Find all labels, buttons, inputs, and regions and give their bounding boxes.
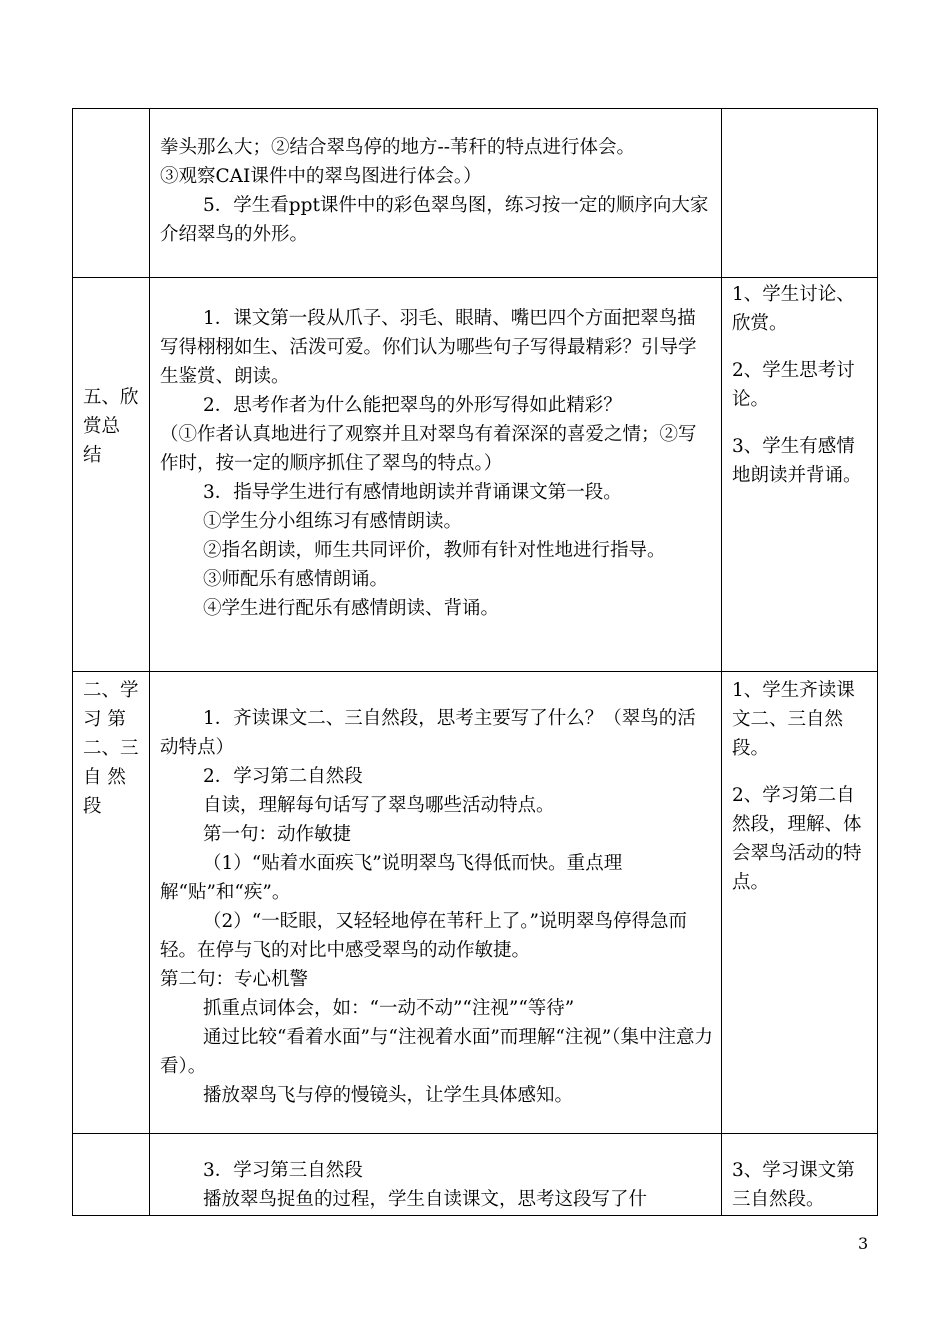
stage-cell	[73, 672, 150, 1134]
content-line: 1．齐读课文二、三自然段，思考主要写了什么？（翠鸟的活动特点）	[160, 708, 696, 758]
activity-item: 2、学生思考讨论。	[732, 360, 855, 410]
table-row	[73, 278, 878, 672]
activity-cell	[722, 278, 878, 672]
content-line: （2）“一眨眼，又轻轻地停在苇秆上了。”说明翠鸟停得急而轻。在停与飞的对比中感受翠鸟的动作敏捷。	[160, 911, 687, 961]
activity-item: 1、学生齐读课文二、三自然段。	[732, 680, 855, 759]
content-line: （①作者认真地进行了观察并且对翠鸟有着深深的喜爱之情；②写作时，按一定的顺序抓住了翠鸟的特点。）	[160, 424, 697, 474]
content-line: （1）“贴着水面疾飞”说明翠鸟飞得低而快。重点理解“贴”和“疾”。	[160, 853, 623, 903]
table-row	[73, 672, 878, 1134]
table-row	[73, 1134, 878, 1216]
content-line: 1．课文第一段从爪子、羽毛、眼睛、嘴巴四个方面把翠鸟描写得栩栩如生、活泼可爱。你们认为哪些句子写得最精彩？引导学生鉴赏、朗读。	[160, 308, 697, 387]
stage-cell	[73, 278, 150, 672]
content-line: ①学生分小组练习有感情朗读。	[203, 511, 463, 532]
content-line: ③观察CAI课件中的翠鸟图进行体会。）	[160, 166, 482, 187]
page-number: 3	[858, 1234, 869, 1253]
content-line: 第一句：动作敏捷	[203, 824, 352, 845]
content-line: 自读，理解每句话写了翠鸟哪些活动特点。	[203, 795, 555, 816]
stage-label: 二、学	[83, 680, 139, 701]
content-cell	[150, 1134, 722, 1216]
content-line: 3．学习第三自然段	[203, 1160, 363, 1181]
content-cell	[150, 278, 722, 672]
content-line: 5．学生看ppt课件中的彩色翠鸟图，练习按一定的顺序向大家介绍翠鸟的外形。	[160, 195, 709, 245]
stage-label: 段	[83, 796, 102, 817]
content-line: ③师配乐有感情朗诵。	[203, 569, 389, 590]
content-line: 3．指导学生进行有感情地朗读并背诵课文第一段。	[203, 482, 622, 503]
content-line: ②指名朗读，师生共同评价，教师有针对性地进行指导。	[203, 540, 666, 561]
stage-label: 赏总	[83, 416, 121, 437]
content-line: 2．思考作者为什么能把翠鸟的外形写得如此精彩？	[203, 395, 622, 416]
activity-cell	[722, 1134, 878, 1216]
activity-item: 3、学生有感情地朗读并背诵。	[732, 436, 862, 486]
content-line: 抓重点词体会，如：“一动不动”“注视”“等待”	[203, 998, 575, 1019]
content-cell	[150, 109, 722, 278]
stage-label: 二、三	[83, 738, 139, 759]
stage-label: 习 第	[83, 709, 126, 730]
lesson-plan-table	[72, 108, 878, 1216]
activity-cell	[722, 109, 878, 278]
content-line: 通过比较“看着水面”与“注视着水面”而理解“注视”（集中注意力看）。	[160, 1027, 713, 1077]
stage-label: 结	[83, 445, 102, 466]
activity-item: 3、学习课文第三自然段。	[732, 1160, 855, 1210]
activity-item: 2、学习第二自然段，理解、体会翠鸟活动的特点。	[732, 785, 862, 893]
content-line: 第二句：专心机警	[160, 969, 309, 990]
activity-cell	[722, 672, 878, 1134]
content-line: 拳头那么大；②结合翠鸟停的地方--苇秆的特点进行体会。	[160, 137, 636, 158]
content-line: ④学生进行配乐有感情朗读、背诵。	[203, 598, 500, 619]
table-row	[73, 109, 878, 278]
stage-cell	[73, 1134, 150, 1216]
stage-label: 五、欣	[83, 387, 139, 408]
content-line: 2．学习第二自然段	[203, 766, 363, 787]
stage-cell	[73, 109, 150, 278]
content-line: 播放翠鸟飞与停的慢镜头，让学生具体感知。	[203, 1085, 574, 1106]
activity-item: 1、学生讨论、欣赏。	[732, 284, 855, 334]
content-line: 播放翠鸟捉鱼的过程，学生自读课文，思考这段写了什	[203, 1189, 648, 1210]
stage-label: 自 然	[83, 767, 126, 788]
content-cell	[150, 672, 722, 1134]
